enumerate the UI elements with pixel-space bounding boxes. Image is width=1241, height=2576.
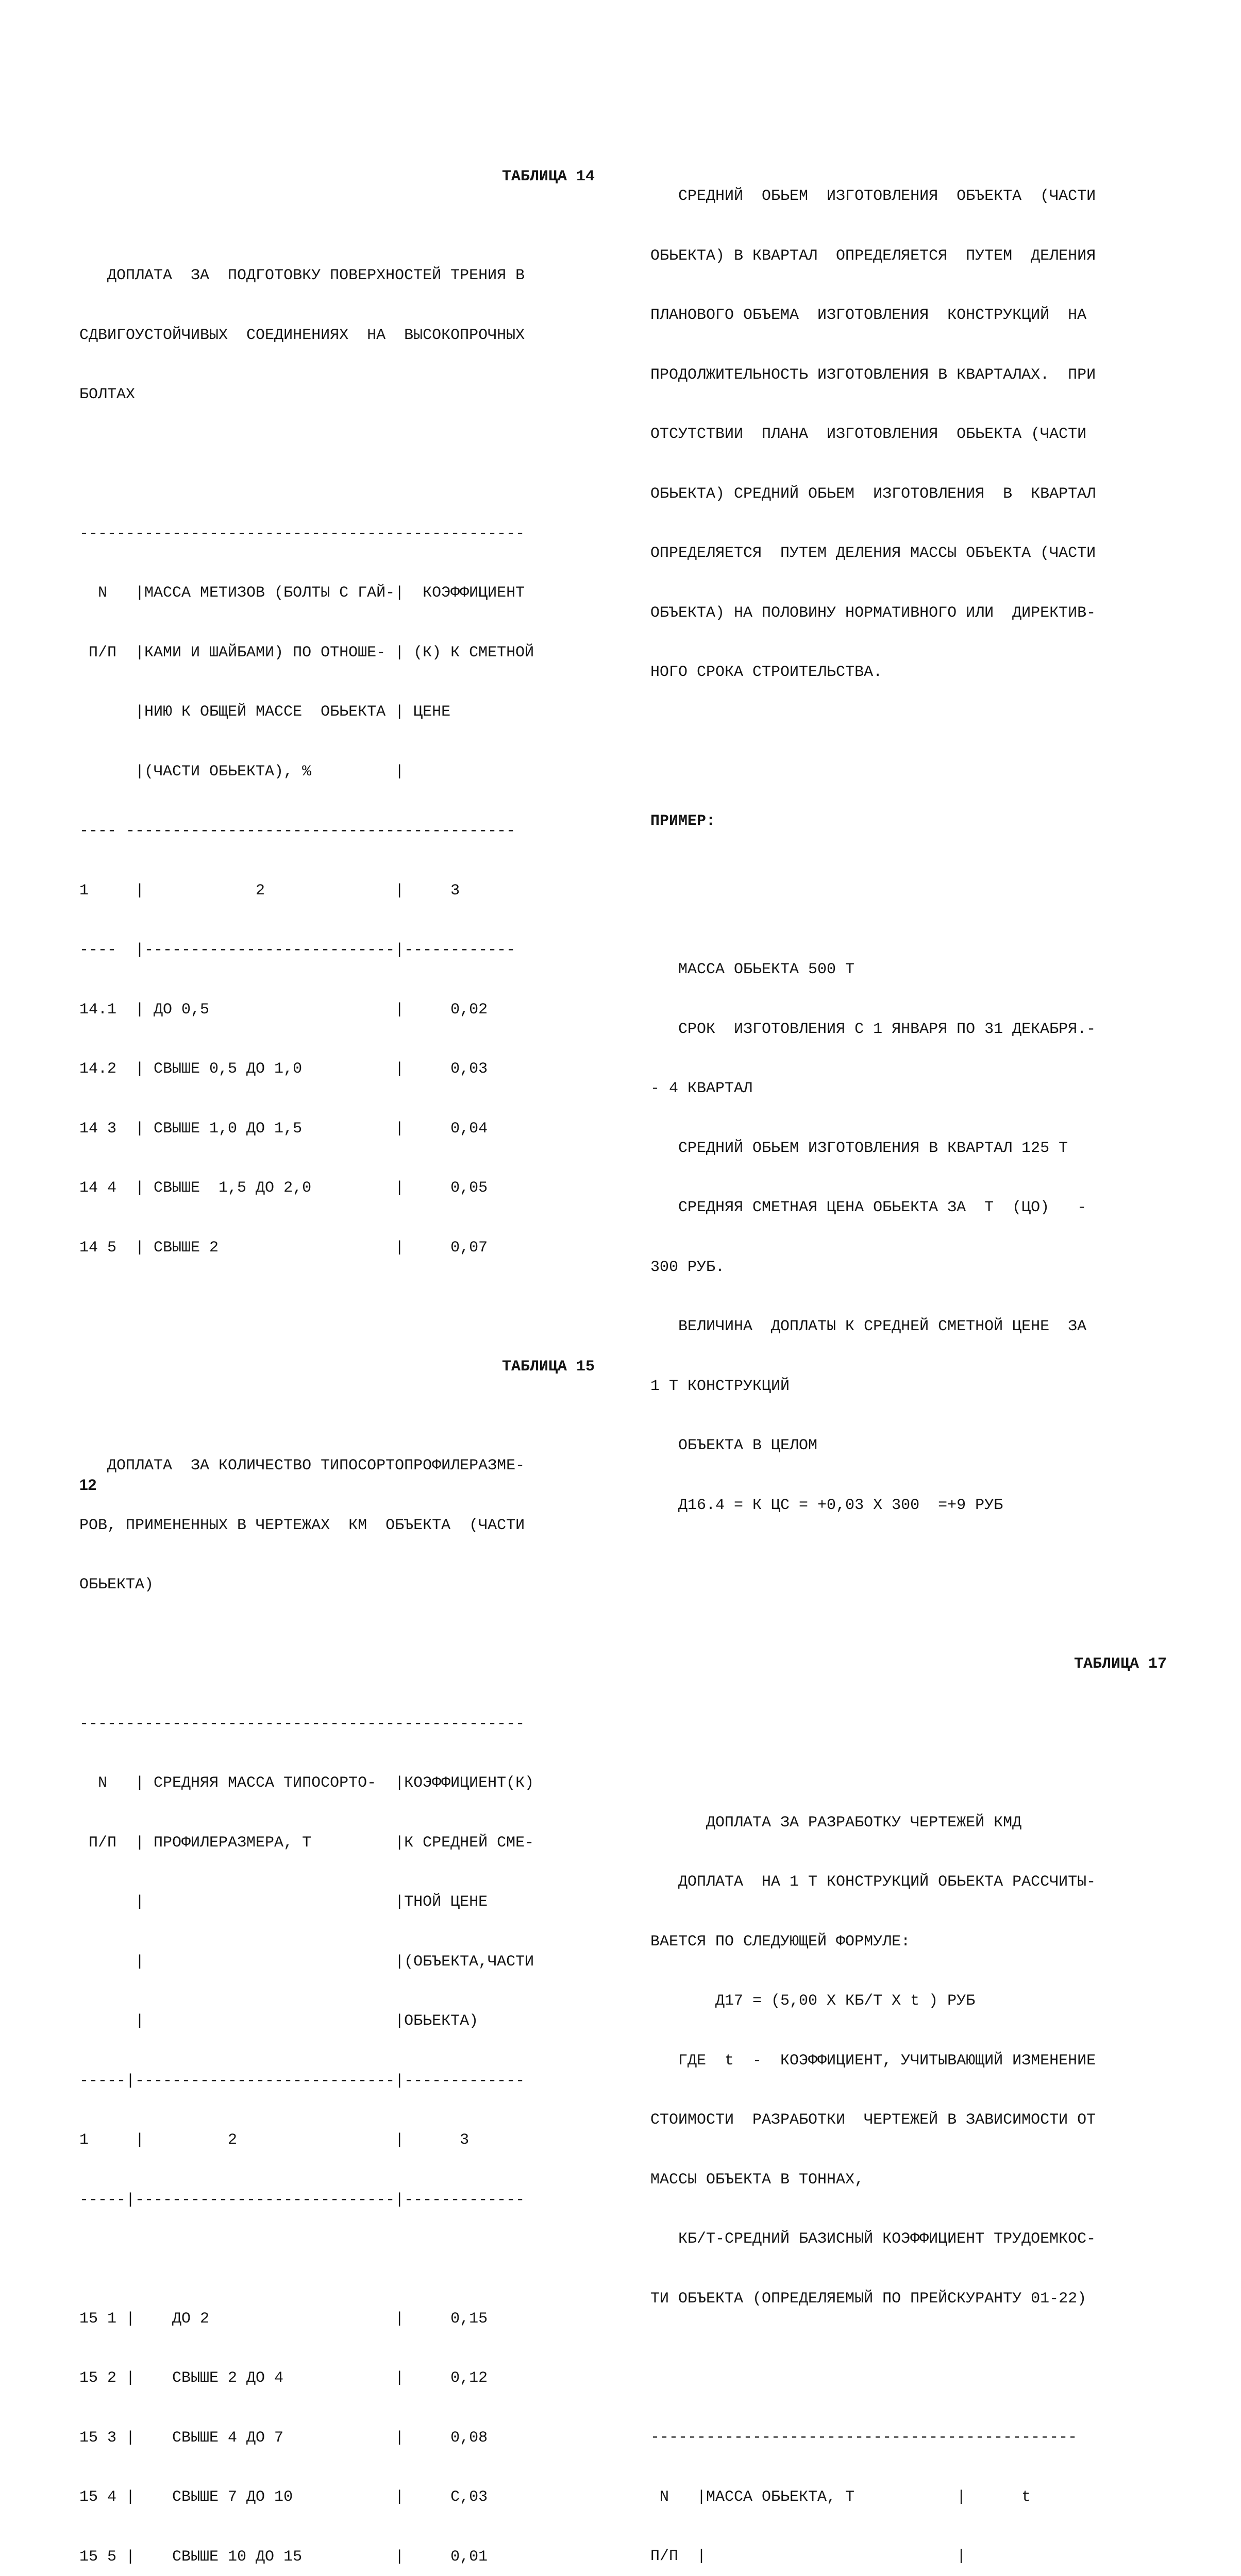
intro-paragraph bbox=[650, 147, 1181, 722]
table-line: | |ОБЬЕКТА) bbox=[79, 2011, 595, 2031]
table-line: |НИЮ К ОБЩЕЙ МАССЕ ОБЬЕКТА | ЦЕНЕ bbox=[79, 702, 595, 722]
table-line: N |МАССА ОБЬЕКТА, Т | t bbox=[650, 2487, 1181, 2507]
example-line: ВЕЛИЧИНА ДОПЛАТЫ К СРЕДНЕЙ СМЕТНОЙ ЦЕНЕ ЗА bbox=[650, 1317, 1181, 1337]
caption-line: ТИ ОБЪЕКТА (ОПРЕДЕЛЯЕМЫЙ ПО ПРЕЙСКУРАНТУ 01-22) bbox=[650, 2289, 1181, 2309]
paragraph-line: СРЕДНИЙ ОБЬЕМ ИЗГОТОВЛЕНИЯ ОБЪЕКТА (ЧАСТИ bbox=[650, 187, 1181, 207]
table-row: 15 1 | ДО 2 | 0,15 bbox=[79, 2309, 595, 2329]
caption-line: КБ/Т-СРЕДНИЙ БАЗИСНЫЙ КОЭФФИЦИЕНТ ТРУДОЕМКОС- bbox=[650, 2229, 1181, 2249]
example-line: СРОК ИЗГОТОВЛЕНИЯ С 1 ЯНВАРЯ ПО 31 ДЕКАБРЯ.- bbox=[650, 1020, 1181, 1040]
paragraph-line: ОБЪЕКТА) НА ПОЛОВИНУ НОРМАТИВНОГО ИЛИ ДИРЕКТИВ- bbox=[650, 603, 1181, 623]
formula-line: Д17 = (5,00 X КБ/Т X t ) РУБ bbox=[650, 1991, 1181, 2011]
table-line: | |(ОБЪЕКТА,ЧАСТИ bbox=[79, 1952, 595, 1972]
table-line: П/П | ПРОФИЛЕРАЗМЕРА, Т |К СРЕДНЕЙ СМЕ- bbox=[79, 1833, 595, 1853]
example-line: ОБЪЕКТА В ЦЕЛОМ bbox=[650, 1436, 1181, 1456]
table-line: 1 | 2 | 3 bbox=[79, 2130, 595, 2150]
table14-label: ТАБЛИЦА 14 bbox=[79, 167, 595, 187]
example-line: 1 Т КОНСТРУКЦИЙ bbox=[650, 1377, 1181, 1397]
example1 bbox=[650, 920, 1181, 1555]
caption-line: РОВ, ПРИМЕНЕННЫХ В ЧЕРТЕЖАХ КМ ОБЪЕКТА (ЧАСТИ bbox=[79, 1516, 595, 1536]
example1-label: ПРИМЕР: bbox=[650, 811, 1181, 832]
table-line: П/П | | bbox=[650, 2547, 1181, 2567]
table17 bbox=[650, 2388, 1181, 2576]
table17-label: ТАБЛИЦА 17 bbox=[650, 1654, 1181, 1674]
table-line: ------------------------------------------------ bbox=[79, 1714, 595, 1734]
example-line: - 4 КВАРТАЛ bbox=[650, 1079, 1181, 1099]
table-row: 15 2 | СВЫШЕ 2 ДО 4 | 0,12 bbox=[79, 2368, 595, 2388]
caption-line: ДОПЛАТА НА 1 Т КОНСТРУКЦИЙ ОБЬЕКТА РАССЧИТЫ- bbox=[650, 1872, 1181, 1892]
page-number: 12 bbox=[79, 1477, 96, 1494]
table14-caption bbox=[79, 226, 595, 445]
caption-line: МАССЫ ОБЪЕКТА В ТОННАХ, bbox=[650, 2170, 1181, 2190]
table-row: 14.1 | ДО 0,5 | 0,02 bbox=[79, 1000, 595, 1020]
example-line: СРЕДНЯЯ СМЕТНАЯ ЦЕНА ОБЬЕКТА ЗА Т (ЦО) - bbox=[650, 1198, 1181, 1218]
table-line: ---------------------------------------------- bbox=[650, 2428, 1181, 2448]
table-row: 14.2 | СВЫШЕ 0,5 ДО 1,0 | 0,03 bbox=[79, 1059, 595, 1079]
table15 bbox=[79, 1674, 595, 2576]
caption-line: ВАЕТСЯ ПО СЛЕДУЮЩЕЙ ФОРМУЛЕ: bbox=[650, 1932, 1181, 1952]
caption-line: ДОПЛАТА ЗА КОЛИЧЕСТВО ТИПОСОРТОПРОФИЛЕРАЗМЕ- bbox=[79, 1456, 595, 1476]
caption-line: ОБЬЕКТА) bbox=[79, 1575, 595, 1595]
paragraph-line: НОГО СРОКА СТРОИТЕЛЬСТВА. bbox=[650, 663, 1181, 683]
table17-caption bbox=[650, 1773, 1181, 2349]
table-row: 15 3 | СВЫШЕ 4 ДО 7 | 0,08 bbox=[79, 2428, 595, 2448]
table-line: |(ЧАСТИ ОБЬЕКТА), % | bbox=[79, 762, 595, 782]
caption-line: СТОИМОСТИ РАЗРАБОТКИ ЧЕРТЕЖЕЙ В ЗАВИСИМОСТИ ОТ bbox=[650, 2110, 1181, 2130]
table-line bbox=[79, 2249, 595, 2269]
table-row: 14 4 | СВЫШЕ 1,5 ДО 2,0 | 0,05 bbox=[79, 1178, 595, 1198]
table-line: 1 | 2 | 3 bbox=[79, 881, 595, 901]
caption-line: БОЛТАХ bbox=[79, 385, 595, 405]
example-line: МАССА ОБЬЕКТА 500 Т bbox=[650, 960, 1181, 980]
table-line: П/П |КАМИ И ШАЙБАМИ) ПО ОТНОШЕ- | (К) К СМЕТНОЙ bbox=[79, 643, 595, 663]
table-row: 14 5 | СВЫШЕ 2 | 0,07 bbox=[79, 1238, 595, 1258]
caption-line: ГДЕ t - КОЭФФИЦИЕНТ, УЧИТЫВАЮЩИЙ ИЗМЕНЕНИЕ bbox=[650, 2051, 1181, 2071]
table-line: | |ТНОЙ ЦЕНЕ bbox=[79, 1892, 595, 1912]
table-row: 15 5 | СВЫШЕ 10 ДО 15 | 0,01 bbox=[79, 2547, 595, 2567]
paragraph-line: ПРОДОЛЖИТЕЛЬНОСТЬ ИЗГОТОВЛЕНИЯ В КВАРТАЛАХ. ПРИ bbox=[650, 365, 1181, 385]
example-line: СРЕДНИЙ ОБЬЕМ ИЗГОТОВЛЕНИЯ В КВАРТАЛ 125 Т bbox=[650, 1139, 1181, 1159]
table-line: ------------------------------------------------ bbox=[79, 524, 595, 544]
table-line: -----|----------------------------|------------- bbox=[79, 2071, 595, 2091]
table15-label: ТАБЛИЦА 15 bbox=[79, 1357, 595, 1377]
paragraph-line: ОБЬЕКТА) В КВАРТАЛ ОПРЕДЕЛЯЕТСЯ ПУТЕМ ДЕЛЕНИЯ bbox=[650, 246, 1181, 266]
table-row: 15 4 | СВЫШЕ 7 ДО 10 | С,03 bbox=[79, 2487, 595, 2507]
table-row: 14 3 | СВЫШЕ 1,0 ДО 1,5 | 0,04 bbox=[79, 1119, 595, 1139]
caption-line: ДОПЛАТА ЗА РАЗРАБОТКУ ЧЕРТЕЖЕЙ КМД bbox=[650, 1813, 1181, 1833]
table14 bbox=[79, 484, 595, 1298]
table15-caption bbox=[79, 1416, 595, 1635]
table-line: ---- |---------------------------|------------ bbox=[79, 940, 595, 960]
table-line: ---- ------------------------------------------ bbox=[79, 821, 595, 841]
paragraph-line: ОПРЕДЕЛЯЕТСЯ ПУТЕМ ДЕЛЕНИЯ МАССЫ ОБЪЕКТА (ЧАСТИ bbox=[650, 544, 1181, 564]
right-column bbox=[650, 107, 1181, 2576]
table-line: N |МАССА МЕТИЗОВ (БОЛТЫ С ГАЙ-| КОЭФФИЦИЕНТ bbox=[79, 583, 595, 603]
example-line: Д16.4 = К ЦС = +0,03 X 300 =+9 РУБ bbox=[650, 1496, 1181, 1516]
paragraph-line: ОБЬЕКТА) СРЕДНИЙ ОБЬЕМ ИЗГОТОВЛЕНИЯ В КВАРТАЛ bbox=[650, 484, 1181, 504]
table-line: -----|----------------------------|------------- bbox=[79, 2190, 595, 2210]
paragraph-line: ОТСУТСТВИИ ПЛАНА ИЗГОТОВЛЕНИЯ ОБЬЕКТА (ЧАСТИ bbox=[650, 425, 1181, 445]
caption-line: СДВИГОУСТОЙЧИВЫХ СОЕДИНЕНИЯХ НА ВЫСОКОПРОЧНЫХ bbox=[79, 326, 595, 346]
paragraph-line: ПЛАНОВОГО ОБЪЕМА ИЗГОТОВЛЕНИЯ КОНСТРУКЦИЙ НА bbox=[650, 306, 1181, 326]
example-line: 300 РУБ. bbox=[650, 1258, 1181, 1278]
caption-line: ДОПЛАТА ЗА ПОДГОТОВКУ ПОВЕРХНОСТЕЙ ТРЕНИЯ В bbox=[79, 266, 595, 286]
left-column bbox=[79, 107, 595, 2576]
table-line: N | СРЕДНЯЯ МАССА ТИПОСОРТО- |КОЭФФИЦИЕНТ(К) bbox=[79, 1773, 595, 1793]
